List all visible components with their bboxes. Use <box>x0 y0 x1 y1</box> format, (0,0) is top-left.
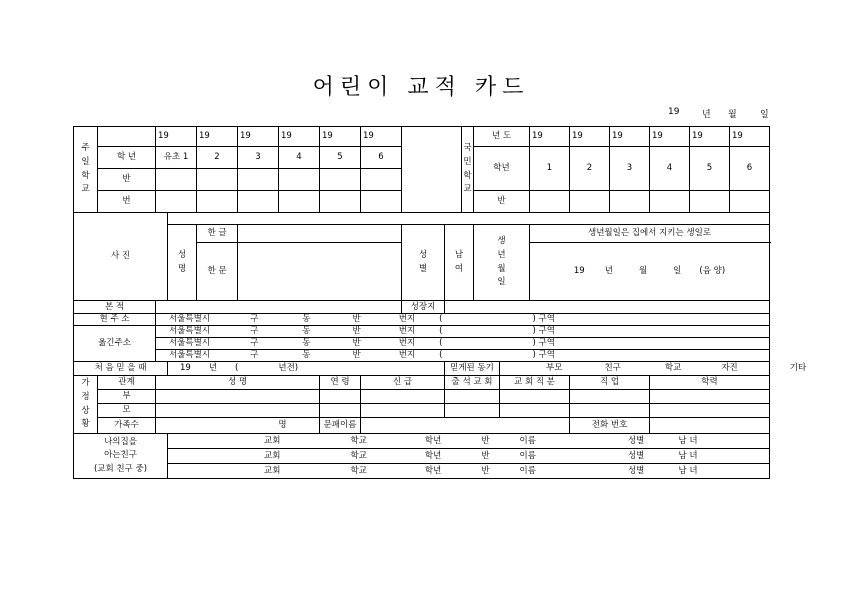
el-year-1: 19 <box>530 127 570 147</box>
el-class-label: 반 <box>474 191 530 213</box>
family-size-field: 명 <box>156 418 320 434</box>
ss-year-5: 19 <box>320 127 361 147</box>
date-month-label: 월 <box>728 110 737 120</box>
date-year: 19 <box>668 107 680 117</box>
family-header-relation: 관계 <box>98 376 156 390</box>
motive-label: 믿게된 동기 <box>445 362 500 376</box>
ss-grade-label: 학 년 <box>98 147 156 169</box>
el-grade-1: 1 <box>530 147 570 191</box>
ss-grade-5: 5 <box>320 147 361 169</box>
date-day-label: 일 <box>760 110 769 120</box>
name-hanja-label: 한 문 <box>197 243 238 301</box>
ss-year-6: 19 <box>361 127 402 147</box>
name-korean-field <box>238 225 402 243</box>
birthday-label: 생 년 월 일 <box>474 225 530 301</box>
family-header-education: 학력 <box>650 376 770 390</box>
family-header-job: 직 업 <box>570 376 650 390</box>
family-header-faith: 신 급 <box>361 376 445 390</box>
family-header-name: 성 명 <box>156 376 320 390</box>
friend-row: 교회 학교 학년 반 이름 성별 남 녀 <box>168 434 770 449</box>
ss-blank <box>402 127 462 213</box>
current-address-row: 서울특별시 구 동 반 번지 ( ) 구역 <box>156 314 770 326</box>
photo-label: 사 진 <box>110 251 131 262</box>
el-year-2: 19 <box>570 127 610 147</box>
family-size-label: 가족수 <box>98 418 156 434</box>
el-grade-label: 학년 <box>474 147 530 191</box>
motive-options: 부모 친구 학교 자진 기타 <box>500 362 770 376</box>
el-year-3: 19 <box>610 127 650 147</box>
birthday-note: 생년월일은 집에서 지키는 생일로 <box>530 225 770 243</box>
birthday-field: 19 년 월 일 (음 양) <box>530 243 770 301</box>
page-title: 어린이 교적 카드 <box>312 75 530 100</box>
registration-form <box>73 126 807 479</box>
el-year-4: 19 <box>650 127 690 147</box>
previous-address-row: 서울특별시 구 동 반 번지 ( ) 구역 <box>156 326 770 338</box>
el-year-6: 19 <box>730 127 770 147</box>
friend-row: 교회 학교 학년 반 이름 성별 남 녀 <box>168 464 770 479</box>
current-address-label: 현 주 소 <box>74 314 156 326</box>
ss-class-label: 반 <box>98 169 156 191</box>
sex-label: 성 별 <box>402 225 445 301</box>
ss-year-2: 19 <box>197 127 238 147</box>
ss-grade-4: 4 <box>279 147 320 169</box>
el-year-5: 19 <box>690 127 730 147</box>
elementary-label: 국 민 학 교 <box>462 127 474 213</box>
ss-grade-1: 유초 1 <box>156 147 197 169</box>
friend-row: 교회 학교 학년 반 이름 성별 남 녀 <box>168 449 770 464</box>
ss-grade-3: 3 <box>238 147 279 169</box>
friends-label: 나의집을 아는친구 (교회 친구 중) <box>74 434 168 479</box>
name-label: 성 명 <box>168 225 197 301</box>
previous-address-label: 옮긴주소 <box>74 326 156 362</box>
previous-address-row: 서울특별시 구 동 반 번지 ( ) 구역 <box>156 338 770 350</box>
first-attendance-field: 19 년 ( 년전) <box>168 362 445 376</box>
family-relation-father: 부 <box>98 390 156 404</box>
family-relation-mother: 모 <box>98 404 156 418</box>
el-grade-4: 4 <box>650 147 690 191</box>
ss-grade-6: 6 <box>361 147 402 169</box>
family-label: 가 정 상 황 <box>74 376 98 434</box>
previous-address-row: 서울특별시 구 동 반 번지 ( ) 구역 <box>156 350 770 362</box>
el-grade-5: 5 <box>690 147 730 191</box>
ss-year-1: 19 <box>156 127 197 147</box>
birthplace-label: 성장지 <box>402 301 445 314</box>
sex-options: 남 여 <box>445 225 474 301</box>
name-hanja-field <box>238 243 402 301</box>
name-korean-label: 한 글 <box>197 225 238 243</box>
origin-label: 본 적 <box>74 301 156 314</box>
el-grade-2: 2 <box>570 147 610 191</box>
ss-number-label: 번 <box>98 191 156 213</box>
family-header-position: 교 회 직 분 <box>500 376 570 390</box>
el-grade-6: 6 <box>730 147 770 191</box>
sunday-school-label: 주 일 학 교 <box>74 127 98 213</box>
el-year-label: 년 도 <box>474 127 530 147</box>
ss-year-3: 19 <box>238 127 279 147</box>
el-grade-3: 3 <box>610 147 650 191</box>
ss-grade-2: 2 <box>197 147 238 169</box>
photo-area <box>74 213 168 301</box>
ss-year-4: 19 <box>279 127 320 147</box>
family-header-church: 출 석 교 회 <box>445 376 500 390</box>
first-attendance-label: 처 음 믿 을 때 <box>74 362 168 376</box>
family-header-age: 연 령 <box>320 376 361 390</box>
date-year-label: 년 <box>702 110 711 120</box>
door-name-label: 문패이름 <box>320 418 361 434</box>
phone-label: 전화 번호 <box>570 418 650 434</box>
